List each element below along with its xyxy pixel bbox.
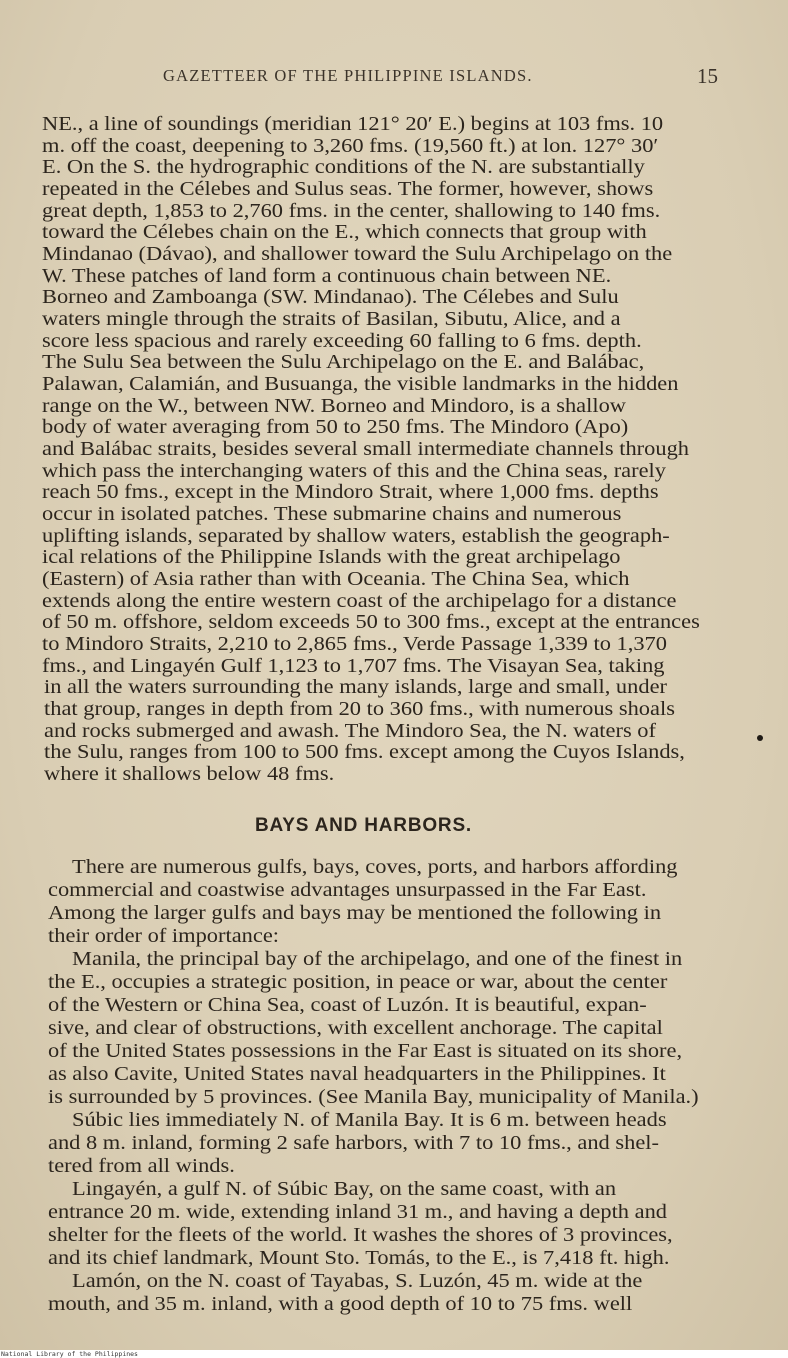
text-line: of 50 m. offshore, seldom exceeds 50 to 300 fms., except at the entrances [42,612,700,633]
text-line: of the Western or China Sea, coast of Luzón. It is beautiful, expan- [48,995,647,1016]
text-line: range on the W., between NW. Borneo and Mindoro, is a shallow [42,396,626,417]
text-line: of the United States possessions in the Far East is situated on its shore, [48,1041,683,1062]
text-line: where it shallows below 48 fms. [44,764,335,785]
text-line: body of water averaging from 50 to 250 fms. The Mindoro (Apo) [42,417,629,438]
text-line: ical relations of the Philippine Islands with the great archipelago [42,547,621,568]
text-line: Palawan, Calamián, and Busuanga, the visible landmarks in the hidden [42,374,679,395]
text-line: their order of importance: [48,926,280,947]
margin-dot-mark [757,735,763,741]
text-line: tered from all winds. [48,1156,235,1177]
text-line: and its chief landmark, Mount Sto. Tomás, to the E., is 7,418 ft. high. [48,1248,670,1269]
page-number: 15 [697,64,718,88]
text-line: (Eastern) of Asia rather than with Oceania. The China Sea, which [42,569,630,590]
section-heading: BAYS AND HARBORS. [255,815,472,836]
text-line: commercial and coastwise advantages unsurpassed in the Far East. [48,880,647,901]
text-line: reach 50 fms., except in the Mindoro Strait, where 1,000 fms. depths [42,482,659,503]
text-line: shelter for the fleets of the world. It washes the shores of 3 provinces, [48,1225,673,1246]
text-line: in all the waters surrounding the many islands, large and small, under [44,677,667,698]
text-line: which pass the interchanging waters of this and the China seas, rarely [42,461,666,482]
text-line: sive, and clear of obstructions, with excellent anchorage. The capital [48,1018,663,1039]
text-line: toward the Célebes chain on the E., which connects that group with [42,222,647,243]
text-line: E. On the S. the hydrographic conditions of the N. are substantially [42,157,645,178]
text-line: great depth, 1,853 to 2,760 fms. in the center, shallowing to 140 fms. [42,201,661,222]
text-line: Among the larger gulfs and bays may be mentioned the following in [48,903,662,924]
text-line: Lamón, on the N. coast of Tayabas, S. Luzón, 45 m. wide at the [72,1271,643,1292]
text-line: m. off the coast, deepening to 3,260 fms. (19,560 ft.) at lon. 127° 30′ [42,136,659,157]
text-line: occur in isolated patches. These submarine chains and numerous [42,504,622,525]
text-line: Súbic lies immediately N. of Manila Bay. It is 6 m. between heads [72,1110,667,1131]
text-line: The Sulu Sea between the Sulu Archipelago on the E. and Balábac, [42,352,645,373]
text-line: to Mindoro Straits, 2,210 to 2,865 fms., Verde Passage 1,339 to 1,370 [42,634,667,655]
text-line: Manila, the principal bay of the archipelago, and one of the finest in [72,949,683,970]
text-line: Lingayén, a gulf N. of Súbic Bay, on the same coast, with an [72,1179,617,1200]
text-line: There are numerous gulfs, bays, coves, ports, and harbors affording [72,857,678,878]
text-line: and 8 m. inland, forming 2 safe harbors, with 7 to 10 fms., and shel- [48,1133,659,1154]
text-line: Mindanao (Dávao), and shallower toward the Sulu Archipelago on the [42,244,673,265]
text-line: that group, ranges in depth from 20 to 360 fms., with numerous shoals [44,699,675,720]
running-head: GAZETTEER OF THE PHILIPPINE ISLANDS. [163,66,533,85]
text-line: and rocks submerged and awash. The Mindoro Sea, the N. waters of [44,721,656,742]
page-header [0,66,788,92]
text-line: score less spacious and rarely exceeding 60 falling to 6 fms. depth. [42,331,642,352]
library-credit: National Library of the Philippines [1,1350,138,1358]
text-line: W. These patches of land form a continuous chain between NE. [42,266,612,287]
text-line: Borneo and Zamboanga (SW. Mindanao). The Célebes and Sulu [42,287,619,308]
text-line: waters mingle through the straits of Basilan, Sibutu, Alice, and a [42,309,621,330]
text-line: repeated in the Célebes and Sulus seas. The former, however, shows [42,179,654,200]
text-line: as also Cavite, United States naval headquarters in the Philippines. It [48,1064,666,1085]
text-line: and Balábac straits, besides several small intermediate channels through [42,439,690,460]
text-line: fms., and Lingayén Gulf 1,123 to 1,707 fms. The Visayan Sea, taking [42,656,665,677]
text-line: uplifting islands, separated by shallow waters, establish the geograph- [42,526,670,547]
text-line: NE., a line of soundings (meridian 121° 20′ E.) begins at 103 fms. 10 [42,114,664,135]
text-line: the E., occupies a strategic position, in peace or war, about the center [48,972,668,993]
text-line: entrance 20 m. wide, extending inland 31 m., and having a depth and [48,1202,668,1223]
text-line: the Sulu, ranges from 100 to 500 fms. except among the Cuyos Islands, [44,742,685,763]
text-line: mouth, and 35 m. inland, with a good depth of 10 to 75 fms. well [48,1294,633,1315]
text-line: extends along the entire western coast of the archipelago for a distance [42,591,677,612]
text-line: is surrounded by 5 provinces. (See Manila Bay, municipality of Manila.) [48,1087,699,1108]
